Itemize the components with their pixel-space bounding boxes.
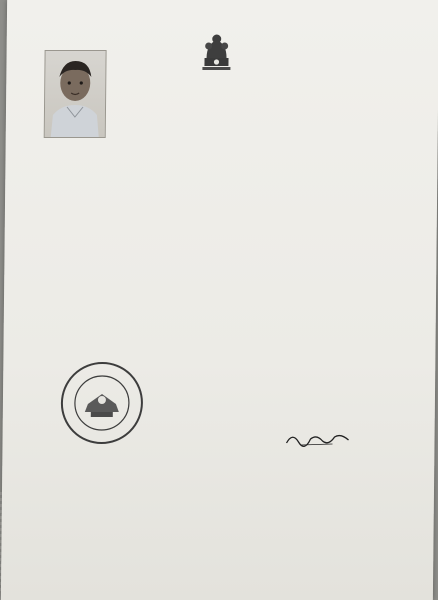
national-emblem — [198, 30, 235, 82]
applicant-photo — [44, 50, 107, 138]
office-seal — [58, 360, 145, 446]
certificate-page — [1, 0, 438, 600]
enclosure-list — [24, 306, 424, 312]
signature-block — [242, 430, 392, 450]
signature — [282, 430, 352, 448]
